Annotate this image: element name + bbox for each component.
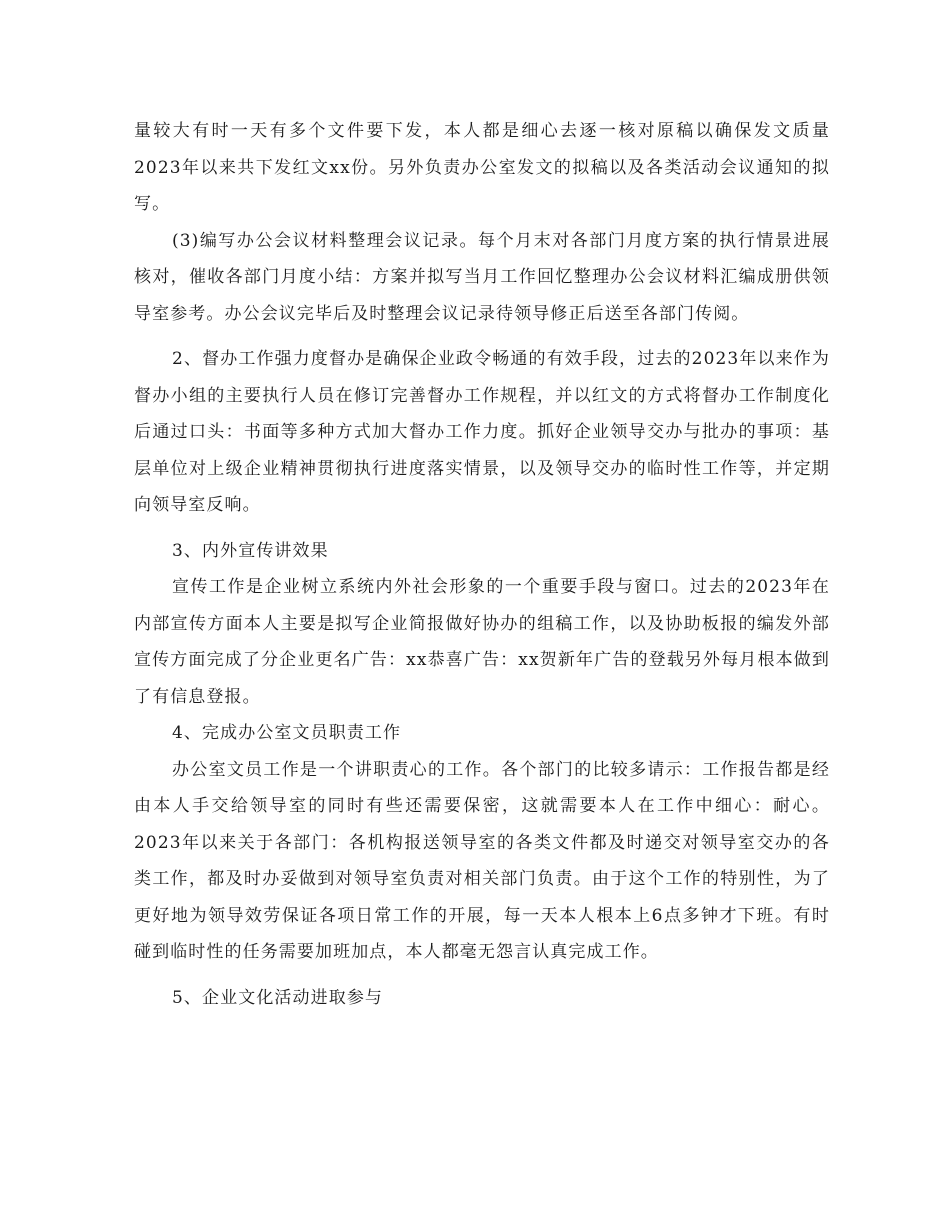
paragraph-meeting-materials: (3)编写办公会议材料整理会议记录。每个月末对各部门月度方案的执行情景进展核对，催收各部门月度小结：方案并拟写当月工作回忆整理办公会议材料汇编成册供领导室参考。办公会议完毕后及时整理会议记录待领导修正后送至各部门传阅。 <box>134 230 830 324</box>
section-heading-clerk-duties: 4、完成办公室文员职责工作 <box>172 723 402 743</box>
paragraph-publicity: 宣传工作是企业树立系统内外社会形象的一个重要手段与窗口。过去的2023年在内部宣传方面本人主要是拟写企业简报做好协办的组稿工作，以及协助板报的编发外部宣传方面完成了分企业更名广告：xx恭喜广告：xx贺新年广告的登载另外每月根本做到了有信息登报。 <box>134 577 830 707</box>
paragraph-supervision: 2、督办工作强力度督办是确保企业政令畅通的有效手段，过去的2023年以来作为督办小组的主要执行人员在修订完善督办工作规程，并以红文的方式将督办工作制度化后通过口头：书面等多种方式加大督办工作力度。抓好企业领导交办与批办的事项：基层单位对上级企业精神贯彻执行进度落实情景，以及领导交办的临时性工作等，并定期向领导室反响。 <box>134 349 830 515</box>
paragraph-continuation: 量较大有时一天有多个文件要下发，本人都是细心去逐一核对原稿以确保发文质量2023年以来共下发红文xx份。另外负责办公室发文的拟稿以及各类活动会议通知的拟写。 <box>134 121 830 214</box>
section-heading-culture-activities: 5、企业文化活动进取参与 <box>172 987 384 1008</box>
section-heading-publicity: 3、内外宣传讲效果 <box>172 540 329 561</box>
paragraph-clerk-duties: 办公室文员工作是一个讲职责心的工作。各个部门的比较多请示：工作报告都是经由本人手交给领导室的同时有些还需要保密，这就需要本人在工作中细心：耐心。2023年以来关于各部门：各机构报送领导室的各类文件都及时递交对领导室交办的各类工作，都及时办妥做到对领导室负责对相关部门负责。由于这个工作的特别性，为了更好地为领导效劳保证各项日常工作的开展，每一天本人根本上6点多钟才下班。有时碰到临时性的任务需要加班加点，本人都毫无怨言认真完成工作。 <box>134 759 830 962</box>
